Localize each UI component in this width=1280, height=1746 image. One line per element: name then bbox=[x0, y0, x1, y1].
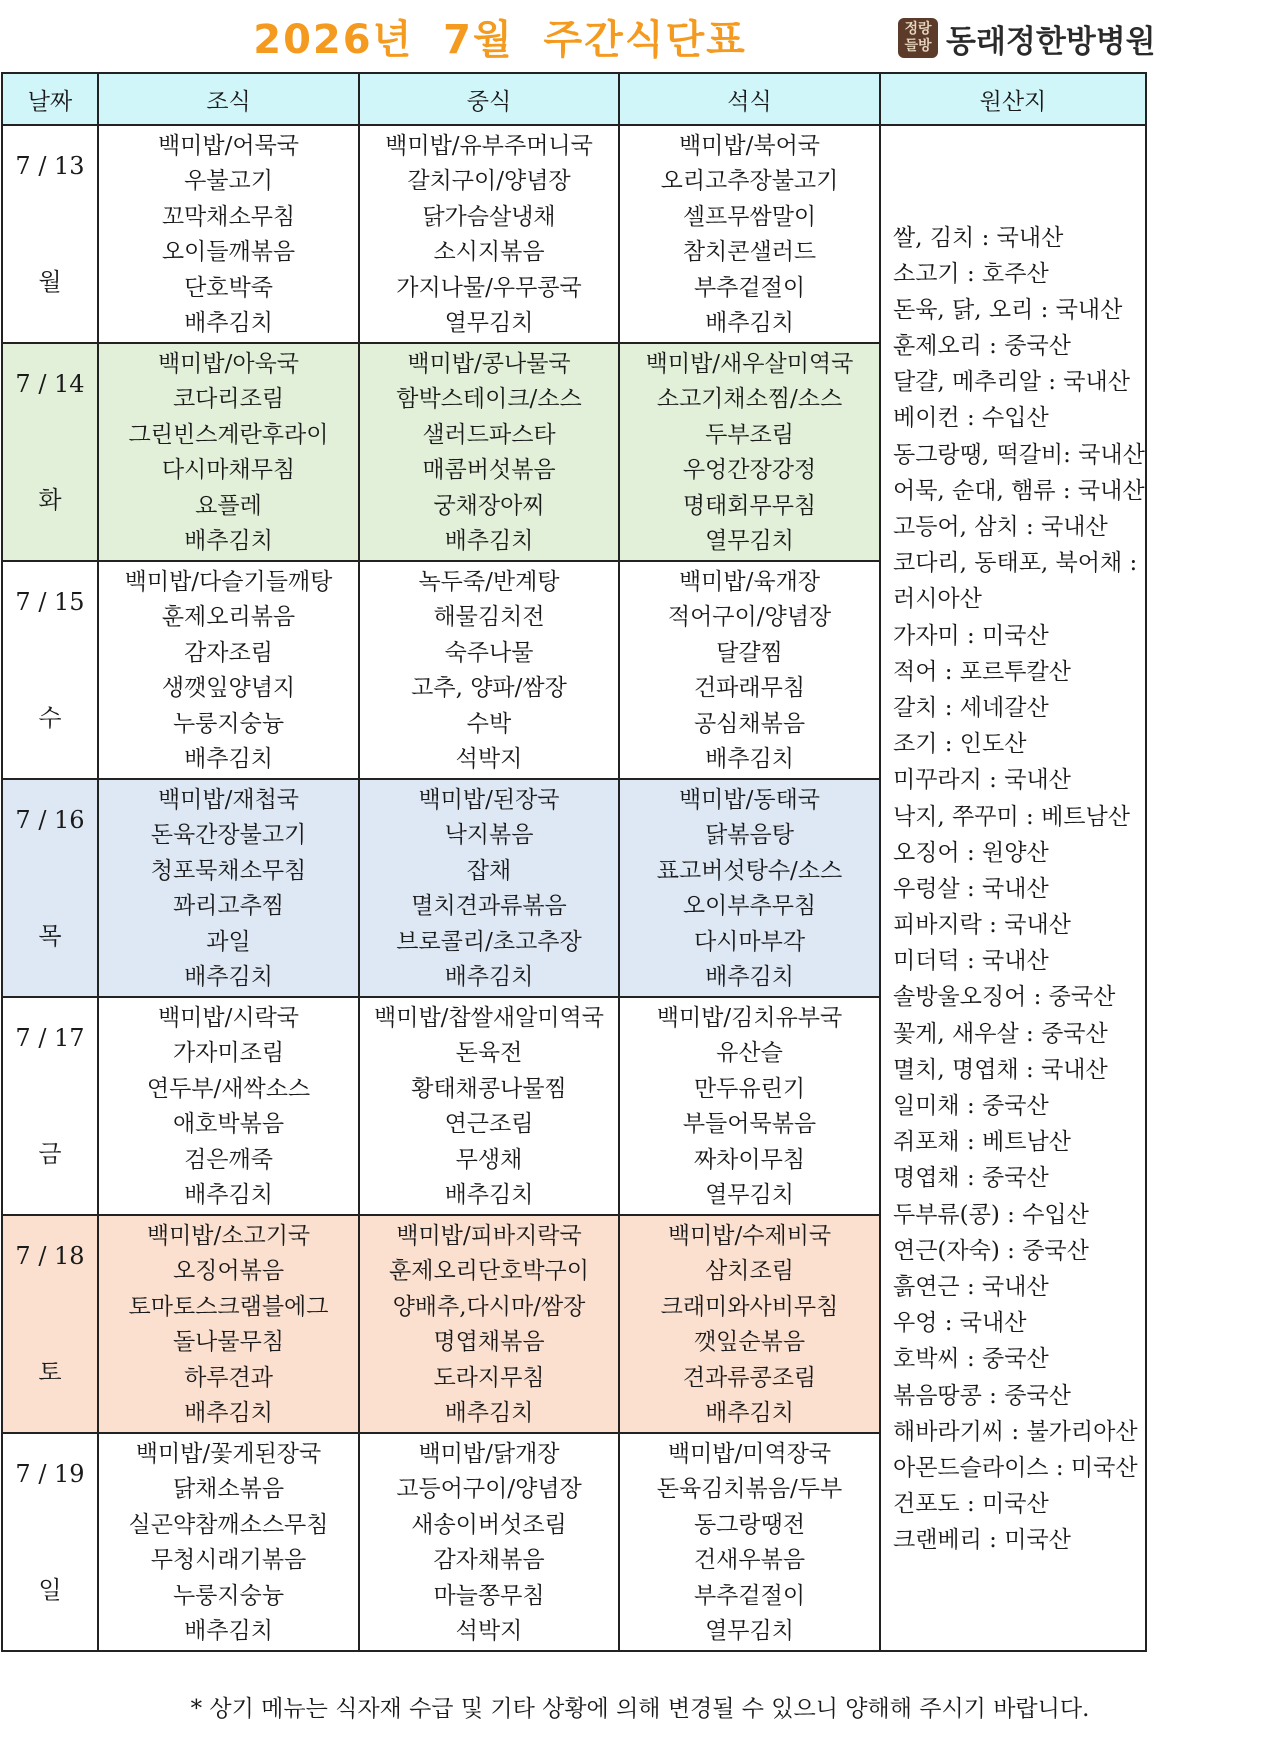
menu-item: 삼치조림 bbox=[705, 1258, 794, 1284]
dinner-menu-list bbox=[620, 999, 879, 1214]
menu-item: 닭채소볶음 bbox=[172, 1476, 285, 1502]
menu-item: 과일 bbox=[206, 928, 251, 955]
menu-item: 생깻잎양념지 bbox=[161, 675, 296, 701]
date-label: 7 / 16 bbox=[15, 806, 85, 834]
menu-item: 오이들깨볶음 bbox=[161, 239, 296, 265]
menu-item: 돈육전 bbox=[455, 1040, 523, 1066]
menu-item: 배추김치 bbox=[184, 1182, 273, 1208]
menu-item: 소고기채소찜/소스 bbox=[656, 386, 843, 412]
menu-item: 배추김치 bbox=[184, 746, 273, 772]
origin-item: 두부류(콩) : 수입산 bbox=[893, 1201, 1089, 1228]
menu-item: 배추김치 bbox=[444, 1400, 534, 1426]
origin-item: 조기 : 인도산 bbox=[893, 731, 1027, 758]
date-label: 7 / 18 bbox=[15, 1242, 85, 1270]
menu-item: 백미밥/피바지락국 bbox=[396, 1222, 582, 1249]
menu-item: 토마토스크램블에그 bbox=[128, 1293, 329, 1320]
date-cell bbox=[2, 1215, 98, 1433]
menu-item: 누룽지숭늉 bbox=[172, 710, 285, 737]
menu-item: 배추김치 bbox=[705, 746, 794, 772]
weekday-label: 화 bbox=[38, 486, 62, 514]
menu-item: 석박지 bbox=[455, 1618, 523, 1644]
header-lunch: 중식 bbox=[359, 73, 619, 125]
menu-item: 브로콜리/초고추장 bbox=[396, 928, 582, 955]
breakfast-cell bbox=[98, 1433, 359, 1651]
hospital-name: 동래정한방병원 bbox=[946, 23, 1156, 60]
menu-item: 백미밥/꽃게된장국 bbox=[135, 1440, 322, 1467]
origin-item: 아몬드슬라이스 : 미국산 bbox=[893, 1454, 1138, 1481]
menu-item: 견과류콩조림 bbox=[682, 1364, 817, 1391]
menu-item: 무생채 bbox=[455, 1146, 523, 1173]
dinner-menu-list bbox=[620, 563, 879, 778]
lunch-cell bbox=[359, 1433, 619, 1651]
menu-item: 샐러드파스타 bbox=[422, 421, 556, 448]
dinner-cell bbox=[619, 1433, 880, 1651]
page-title: 2026년 7월 주간식단표 bbox=[253, 16, 747, 63]
origin-item: 일미채 : 중국산 bbox=[893, 1093, 1049, 1120]
date-cell bbox=[2, 343, 98, 561]
lunch-menu-list bbox=[360, 127, 618, 342]
origin-item: 훈제오리 : 중국산 bbox=[893, 333, 1071, 360]
breakfast-cell bbox=[98, 561, 359, 779]
origin-item: 가자미 : 미국산 bbox=[893, 622, 1049, 649]
origin-item: 소고기 : 호주산 bbox=[893, 260, 1049, 287]
origin-item: 동그랑땡, 떡갈비: 국내산 bbox=[893, 441, 1145, 468]
origin-item: 낙지, 쭈꾸미 : 베트남산 bbox=[893, 803, 1130, 830]
menu-item: 백미밥/다슬기들깨탕 bbox=[124, 568, 333, 595]
menu-item: 도라지무침 bbox=[433, 1364, 545, 1391]
menu-item: 멸치견과류볶음 bbox=[411, 893, 567, 919]
menu-item: 백미밥/동태국 bbox=[678, 786, 821, 813]
lunch-menu-list bbox=[360, 1435, 618, 1650]
origin-item: 호박씨 : 중국산 bbox=[893, 1346, 1049, 1373]
seal-text-top: 정랑 bbox=[904, 21, 932, 37]
menu-item: 하루견과 bbox=[184, 1364, 273, 1391]
origin-item: 베이컨 : 수입산 bbox=[893, 405, 1049, 432]
menu-item: 그린빈스계란후라이 bbox=[128, 421, 329, 448]
origin-item: 쌀, 김치 : 국내산 bbox=[893, 224, 1064, 251]
weekday-label: 월 bbox=[38, 268, 62, 296]
menu-item: 배추김치 bbox=[444, 964, 534, 990]
origin-item: 건포도 : 미국산 bbox=[893, 1491, 1049, 1518]
menu-item: 두부조림 bbox=[705, 421, 794, 448]
menu-item: 잡채 bbox=[466, 857, 512, 884]
menu-item: 매콤버섯볶음 bbox=[422, 457, 556, 483]
header-date: 날짜 bbox=[2, 73, 98, 125]
menu-item: 부추겉절이 bbox=[693, 274, 806, 301]
date-cell bbox=[2, 561, 98, 779]
menu-item: 부추겉절이 bbox=[693, 1582, 806, 1609]
header-breakfast: 조식 bbox=[98, 73, 359, 125]
menu-item: 배추김치 bbox=[184, 528, 273, 554]
origin-item: 돈육, 닭, 오리 : 국내산 bbox=[893, 296, 1123, 323]
menu-item: 훈제오리볶음 bbox=[161, 604, 296, 630]
menu-item: 표고버섯탕수/소스 bbox=[656, 857, 843, 884]
date-label: 7 / 17 bbox=[15, 1024, 85, 1052]
breakfast-cell bbox=[98, 779, 359, 997]
menu-item: 누룽지숭늉 bbox=[172, 1582, 285, 1609]
breakfast-cell bbox=[98, 1215, 359, 1433]
menu-item: 우엉간장강정 bbox=[682, 457, 817, 483]
menu-item: 실곤약참깨소스무침 bbox=[128, 1511, 329, 1538]
menu-item: 숙주나물 bbox=[444, 639, 534, 666]
origin-item: 코다리, 동태포, 북어채 : bbox=[893, 550, 1138, 577]
menu-item: 닭가슴살냉채 bbox=[422, 203, 556, 230]
menu-item: 깻잎순볶음 bbox=[693, 1329, 806, 1355]
menu-item: 감자조림 bbox=[184, 639, 273, 666]
menu-item: 백미밥/시락국 bbox=[157, 1004, 300, 1031]
menu-item: 가자미조림 bbox=[172, 1040, 285, 1066]
menu-item: 배추김치 bbox=[444, 528, 534, 554]
menu-item: 석박지 bbox=[455, 746, 523, 772]
breakfast-cell bbox=[98, 997, 359, 1215]
origin-item: 쥐포채 : 베트남산 bbox=[893, 1129, 1071, 1156]
menu-item: 건새우볶음 bbox=[693, 1547, 806, 1573]
breakfast-menu-list bbox=[99, 563, 358, 778]
breakfast-cell bbox=[98, 125, 359, 343]
origin-item: 미꾸라지 : 국내산 bbox=[893, 767, 1071, 794]
lunch-menu-list bbox=[360, 999, 618, 1214]
menu-item: 백미밥/유부주머니국 bbox=[385, 132, 593, 159]
menu-item: 백미밥/된장국 bbox=[418, 786, 560, 813]
menu-item: 돈육간장불고기 bbox=[150, 822, 307, 848]
menu-item: 해물김치전 bbox=[433, 604, 545, 630]
menu-item: 배추김치 bbox=[184, 964, 273, 990]
dinner-cell bbox=[619, 343, 880, 561]
dinner-cell bbox=[619, 561, 880, 779]
menu-item: 짜차이무침 bbox=[693, 1146, 806, 1173]
menu-item: 함박스테이크/소스 bbox=[396, 386, 582, 412]
menu-item: 백미밥/재첩국 bbox=[157, 786, 300, 813]
dinner-cell bbox=[619, 125, 880, 343]
date-label: 7 / 13 bbox=[15, 152, 85, 180]
origin-item: 러시아산 bbox=[893, 586, 982, 613]
origin-item: 우렁살 : 국내산 bbox=[893, 875, 1049, 902]
menu-item: 건파래무침 bbox=[693, 675, 806, 701]
date-cell bbox=[2, 997, 98, 1215]
menu-item: 녹두죽/반계탕 bbox=[418, 568, 560, 595]
origin-item: 미더덕 : 국내산 bbox=[893, 948, 1049, 975]
origin-item: 적어 : 포르투칼산 bbox=[893, 658, 1071, 685]
menu-item: 백미밥/김치유부국 bbox=[656, 1004, 843, 1031]
menu-item: 고추, 양파/쌈장 bbox=[411, 675, 567, 701]
menu-item: 고등어구이/양념장 bbox=[396, 1476, 582, 1502]
menu-item: 공심채볶음 bbox=[693, 710, 806, 737]
origin-item: 오징어 : 원양산 bbox=[893, 839, 1049, 866]
menu-item: 배추김치 bbox=[444, 1182, 534, 1208]
lunch-menu-list bbox=[360, 1217, 618, 1432]
menu-item: 꼬막채소무침 bbox=[161, 203, 296, 230]
weekday-label: 수 bbox=[38, 704, 62, 732]
origin-cell bbox=[880, 125, 1146, 1651]
menu-table bbox=[1, 72, 1147, 1652]
menu-item: 궁채장아찌 bbox=[433, 492, 545, 519]
menu-item: 열무김치 bbox=[705, 1182, 794, 1208]
header-origin: 원산지 bbox=[880, 73, 1146, 125]
menu-item: 백미밥/새우살미역국 bbox=[645, 350, 854, 377]
menu-item: 다시마부각 bbox=[693, 928, 806, 955]
menu-item: 닭볶음탕 bbox=[705, 822, 794, 848]
menu-item: 우불고기 bbox=[184, 168, 273, 194]
lunch-cell bbox=[359, 1215, 619, 1433]
menu-item: 만두유린기 bbox=[693, 1075, 806, 1102]
menu-item: 백미밥/어묵국 bbox=[157, 132, 300, 159]
menu-item: 열무김치 bbox=[444, 310, 534, 336]
date-label: 7 / 15 bbox=[15, 588, 85, 616]
dinner-menu-list bbox=[620, 127, 879, 342]
menu-item: 백미밥/미역장국 bbox=[667, 1440, 832, 1467]
menu-item: 배추김치 bbox=[705, 964, 794, 990]
date-label: 7 / 19 bbox=[15, 1460, 85, 1488]
footnote: * 상기 메뉴는 식자재 수급 및 기타 상황에 의해 변경될 수 있으니 양해해 주시기 바랍니다. bbox=[190, 1696, 1090, 1722]
menu-item: 소시지볶음 bbox=[433, 239, 545, 265]
breakfast-menu-list bbox=[99, 781, 358, 996]
menu-item: 백미밥/소고기국 bbox=[146, 1222, 311, 1249]
menu-item: 무청시래기볶음 bbox=[150, 1547, 307, 1573]
date-cell bbox=[2, 125, 98, 343]
menu-item: 배추김치 bbox=[705, 1400, 794, 1426]
origin-item: 크랜베리 : 미국산 bbox=[893, 1527, 1071, 1554]
menu-item: 새송이버섯조림 bbox=[411, 1511, 567, 1538]
menu-item: 수박 bbox=[466, 710, 512, 737]
date-label: 7 / 14 bbox=[15, 370, 85, 398]
dinner-cell bbox=[619, 1215, 880, 1433]
menu-item: 갈치구이/양념장 bbox=[407, 168, 571, 194]
lunch-cell bbox=[359, 343, 619, 561]
breakfast-menu-list bbox=[99, 999, 358, 1214]
menu-item: 오징어볶음 bbox=[172, 1258, 285, 1284]
origin-item: 우엉 : 국내산 bbox=[893, 1310, 1027, 1337]
breakfast-cell bbox=[98, 343, 359, 561]
dinner-cell bbox=[619, 997, 880, 1215]
lunch-menu-list bbox=[360, 345, 618, 560]
menu-item: 열무김치 bbox=[705, 528, 794, 554]
menu-item: 유산슬 bbox=[716, 1040, 783, 1066]
origin-item: 볶음땅콩 : 중국산 bbox=[893, 1382, 1071, 1409]
dinner-menu-list bbox=[620, 781, 879, 996]
menu-item: 동그랑땡전 bbox=[693, 1511, 806, 1538]
date-cell bbox=[2, 779, 98, 997]
menu-item: 애호박볶음 bbox=[172, 1111, 285, 1137]
menu-item: 다시마채무침 bbox=[161, 457, 296, 483]
lunch-cell bbox=[359, 125, 619, 343]
menu-item: 명태회무무침 bbox=[682, 492, 817, 519]
menu-item: 백미밥/수제비국 bbox=[667, 1222, 832, 1249]
menu-item: 백미밥/북어국 bbox=[678, 132, 821, 159]
seal-icon bbox=[898, 18, 938, 58]
weekday-label: 목 bbox=[38, 922, 62, 950]
menu-item: 돌나물무침 bbox=[172, 1329, 285, 1355]
menu-item: 청포묵채소무침 bbox=[150, 857, 307, 884]
table-header-row bbox=[2, 73, 1146, 125]
weekday-label: 금 bbox=[38, 1140, 62, 1168]
menu-item: 오이부추무침 bbox=[682, 893, 817, 919]
breakfast-menu-list bbox=[99, 1217, 358, 1432]
menu-item: 코다리조림 bbox=[172, 386, 285, 412]
menu-item: 요플레 bbox=[195, 492, 262, 519]
menu-item: 배추김치 bbox=[705, 310, 794, 336]
menu-item: 명엽채볶음 bbox=[433, 1329, 545, 1355]
menu-item: 열무김치 bbox=[705, 1618, 794, 1644]
origin-item: 어묵, 순대, 햄류 : 국내산 bbox=[893, 477, 1145, 504]
breakfast-menu-list bbox=[99, 1435, 358, 1650]
menu-item: 낙지볶음 bbox=[444, 822, 534, 848]
menu-item: 감자채볶음 bbox=[433, 1547, 545, 1573]
origin-item: 달걀, 메추리알 : 국내산 bbox=[893, 369, 1130, 396]
date-cell bbox=[2, 1433, 98, 1651]
menu-item: 배추김치 bbox=[184, 310, 273, 336]
menu-item: 돈육김치볶음/두부 bbox=[656, 1476, 843, 1502]
menu-item: 가지나물/우무콩국 bbox=[396, 274, 582, 301]
menu-item: 부들어묵볶음 bbox=[682, 1111, 817, 1137]
breakfast-menu-list bbox=[99, 345, 358, 560]
origin-item: 꽃게, 새우살 : 중국산 bbox=[893, 1020, 1108, 1047]
breakfast-menu-list bbox=[99, 127, 358, 342]
table-row bbox=[2, 125, 1146, 343]
menu-item: 백미밥/찹쌀새알미역국 bbox=[374, 1004, 604, 1031]
origin-item: 갈치 : 세네갈산 bbox=[893, 694, 1049, 721]
origin-item: 흙연근 : 국내산 bbox=[893, 1273, 1049, 1300]
weekday-label: 토 bbox=[38, 1358, 62, 1386]
weekday-label: 일 bbox=[38, 1576, 62, 1604]
seal-text-bottom: 들방 bbox=[904, 38, 932, 54]
origin-item: 명엽채 : 중국산 bbox=[893, 1165, 1049, 1192]
menu-item: 오리고추장불고기 bbox=[660, 168, 839, 194]
menu-item: 양배추,다시마/쌈장 bbox=[392, 1293, 586, 1320]
dinner-cell bbox=[619, 779, 880, 997]
menu-item: 배추김치 bbox=[184, 1400, 273, 1426]
origin-item: 연근(자숙) : 중국산 bbox=[893, 1237, 1089, 1264]
menu-item: 꽈리고추찜 bbox=[172, 893, 285, 919]
menu-item: 백미밥/닭개장 bbox=[418, 1440, 560, 1467]
lunch-cell bbox=[359, 997, 619, 1215]
origin-item: 고등어, 삼치 : 국내산 bbox=[893, 514, 1108, 541]
menu-item: 달걀찜 bbox=[716, 639, 783, 666]
menu-item: 훈제오리단호박구이 bbox=[389, 1258, 589, 1284]
origin-item: 피바지락 : 국내산 bbox=[893, 912, 1071, 939]
dinner-menu-list bbox=[620, 1217, 879, 1432]
menu-item: 백미밥/아욱국 bbox=[157, 350, 300, 377]
origin-item: 멸치, 명엽채 : 국내산 bbox=[893, 1056, 1108, 1083]
dinner-menu-list bbox=[620, 1435, 879, 1650]
lunch-cell bbox=[359, 561, 619, 779]
lunch-cell bbox=[359, 779, 619, 997]
menu-item: 참치콘샐러드 bbox=[682, 239, 817, 265]
menu-item: 적어구이/양념장 bbox=[667, 604, 832, 630]
origin-list bbox=[893, 220, 1145, 1559]
menu-item: 연근조림 bbox=[444, 1111, 534, 1137]
menu-item: 크래미와사비무침 bbox=[660, 1293, 839, 1320]
hospital-logo bbox=[898, 16, 1156, 60]
menu-item: 검은깨죽 bbox=[184, 1146, 273, 1173]
lunch-menu-list bbox=[360, 781, 618, 996]
menu-item: 마늘쫑무침 bbox=[433, 1582, 545, 1609]
menu-item: 백미밥/콩나물국 bbox=[407, 350, 571, 377]
menu-item: 셀프무쌈말이 bbox=[682, 203, 817, 230]
origin-item: 솔방울오징어 : 중국산 bbox=[893, 984, 1116, 1011]
menu-item: 단호박죽 bbox=[184, 274, 273, 301]
menu-item: 배추김치 bbox=[184, 1618, 273, 1644]
menu-item: 황태채콩나물찜 bbox=[411, 1075, 567, 1102]
header-dinner: 석식 bbox=[619, 73, 880, 125]
origin-item: 해바라기씨 : 불가리아산 bbox=[893, 1418, 1138, 1445]
lunch-menu-list bbox=[360, 563, 618, 778]
menu-item: 백미밥/육개장 bbox=[678, 568, 821, 595]
dinner-menu-list bbox=[620, 345, 879, 560]
menu-item: 연두부/새싹소스 bbox=[146, 1075, 311, 1102]
